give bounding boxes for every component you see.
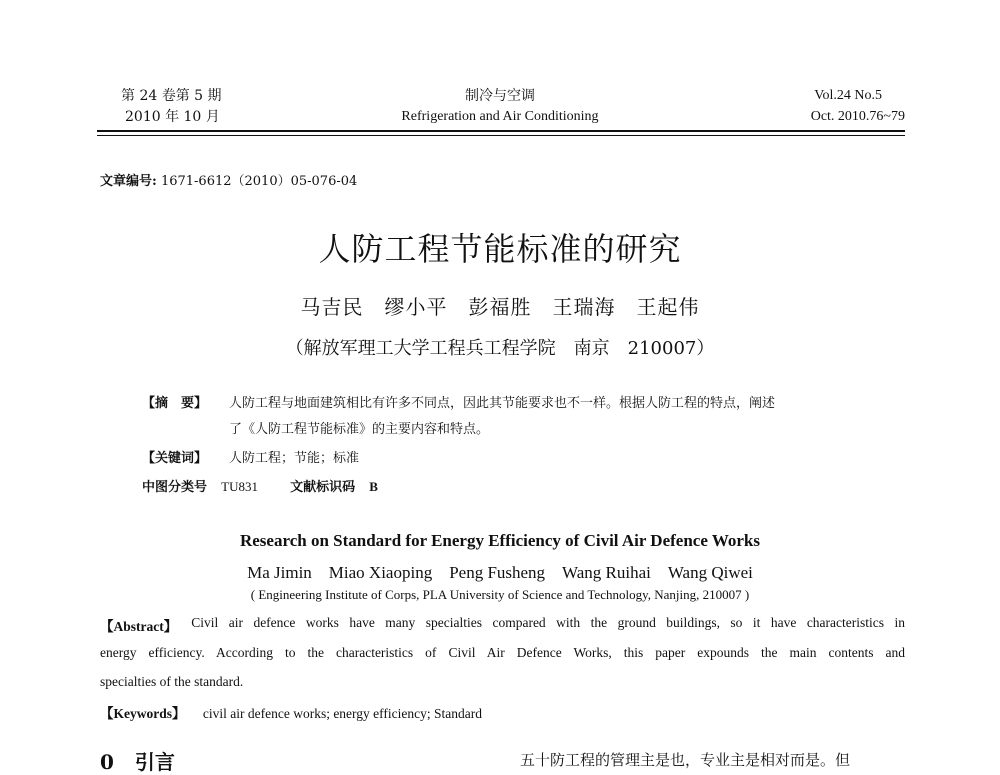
- english-affiliation: ( Engineering Institute of Corps, PLA University of Science and Technology, Nanjing, 210007 ): [250, 587, 750, 602]
- english-authors: Ma Jimin Miao Xiaoping Peng Fusheng Wang Ruihai Wang Qiwei: [247, 563, 753, 582]
- english-keywords-label: 【Keywords】: [100, 706, 186, 721]
- header-rule-thick: [97, 130, 905, 132]
- section-heading: [100, 746, 175, 775]
- journal-volume-en: Vol.24 No.5: [814, 88, 882, 103]
- clc-value: TU831: [221, 479, 258, 494]
- doc-code-label: 文献标识码: [290, 480, 356, 495]
- keywords-cn-label: 【关键词】: [142, 451, 208, 466]
- english-title: Research on Standard for Energy Efficiency of Civil Air Defence Works: [239, 531, 761, 550]
- doc-code-value: B: [369, 479, 378, 494]
- english-keywords: [100, 702, 482, 722]
- journal-date: 2010 年 10 月: [125, 109, 220, 125]
- authors: 马吉民 缪小平 彭福胜 王瑞海 王起伟: [300, 295, 700, 319]
- english-keywords-value: civil air defence works; energy efficiency; Standard: [202, 706, 483, 721]
- english-abstract-label: 【Abstract】: [100, 619, 178, 634]
- section-number: 0: [100, 750, 114, 774]
- english-abstract-line1: [100, 615, 905, 635]
- english-abstract-line2: energy efficiency. According to the characteristics of Civil Air Defence Works, this paper expounds the main contents and: [100, 645, 905, 660]
- abstract-cn-line2: 了《人防工程节能标准》的主要内容和特点。: [229, 422, 490, 437]
- english-abstract-text1: Civil air defence works have many specialties compared with the ground buildings, so it have characteristics in: [191, 615, 905, 630]
- journal-name-cn: 制冷与空调: [465, 88, 535, 104]
- body-text-snippet: 五十防工程的管理主是也，专业主是相对而是。但: [520, 751, 851, 769]
- clc-label: 中图分类号: [142, 480, 208, 495]
- article-number-label: 文章编号:: [100, 174, 157, 189]
- journal-pages: Oct. 2010.76~79: [810, 109, 905, 124]
- article-number-value: 1671-6612（2010）05-076-04: [160, 174, 358, 189]
- journal-name-en: Refrigeration and Air Conditioning: [401, 109, 599, 124]
- english-abstract-line3: specialties of the standard.: [100, 674, 244, 689]
- keywords-cn-value: 人防工程；节能；标准: [229, 451, 360, 466]
- abstract-cn-label: 【摘 要】: [142, 396, 208, 411]
- article-number: [100, 170, 357, 189]
- paper-title: 人防工程节能标准的研究: [318, 230, 682, 268]
- journal-volume-issue: 第 24 卷第 5 期: [121, 88, 222, 104]
- header-rule-thin: [97, 135, 905, 136]
- abstract-cn-line1: 人防工程与地面建筑相比有许多不同点，因此其节能要求也不一样。根据人防工程的特点，阐述: [229, 396, 776, 411]
- affiliation: （解放军理工大学工程兵工程学院 南京 210007）: [285, 338, 715, 359]
- section-title: 引言: [134, 750, 175, 774]
- classification-line: [142, 476, 378, 495]
